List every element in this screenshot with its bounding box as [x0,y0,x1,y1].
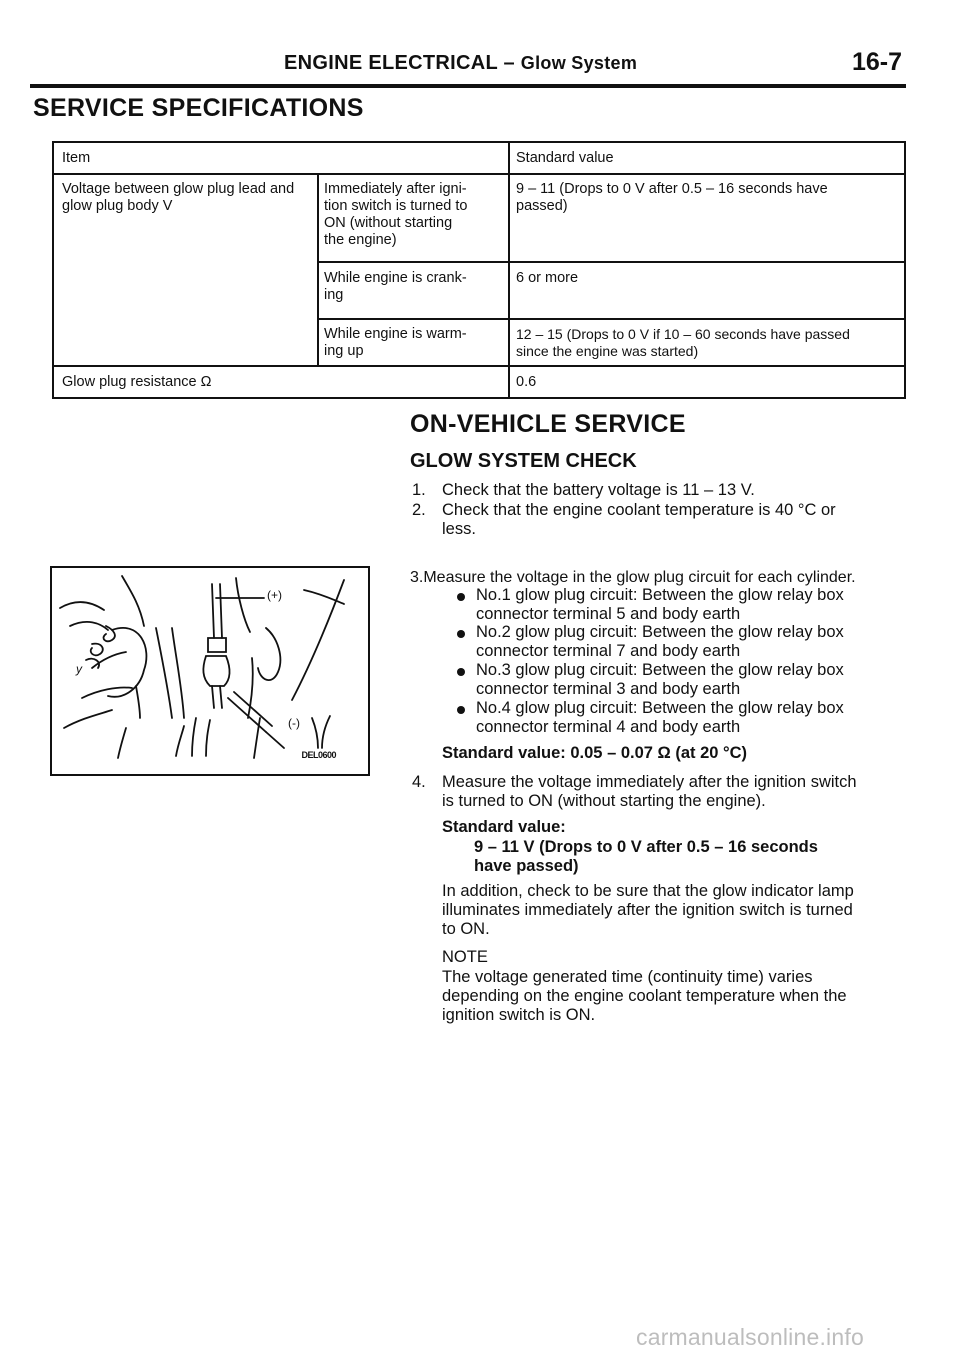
spec-table [52,141,906,399]
row-divider [317,318,904,320]
col-header-item: Item [62,150,91,166]
voltage-item: Voltage between glow plug lead and glow plug body V [62,181,295,214]
step-1-number: 1. [412,481,426,499]
note-text: The voltage generated time (continuity time) varies depending on the engine coolant temperature when the ignition switch is ON. [442,968,847,1024]
service-specifications-heading: SERVICE SPECIFICATIONS [33,94,364,122]
negative-terminal-label: (-) [288,716,300,730]
on-vehicle-service-heading: ON-VEHICLE SERVICE [410,410,686,438]
condition-after-ignition: Immediately after igni- tion switch is turned to ON (without starting the engine) [324,181,468,248]
value-after-ignition: 9 – 11 (Drops to 0 V after 0.5 – 16 seconds have passed) [516,181,828,214]
watermark: carmanualsonline.info [636,1324,864,1350]
engine-illustration [52,568,368,774]
page-header [30,48,906,88]
bullet [457,706,465,714]
step-4-number: 4. [412,773,426,791]
circuit-no4: No.4 glow plug circuit: Between the glow relay box connector terminal 4 and body earth [476,699,844,736]
resistance-value: 0.6 [516,374,537,390]
col-divider [508,143,510,397]
step-3-text: 3.Measure the voltage in the glow plug circuit for each cylinder. [410,569,856,586]
step-3-standard-value: Standard value: 0.05 – 0.07 Ω (at 20 °C) [442,744,748,762]
row-divider [317,261,904,263]
value-cranking: 6 or more [516,270,579,286]
condition-warming: While engine is warm- ing up [324,326,467,359]
header-title-sub: Glow System [520,53,638,73]
bullet [457,630,465,638]
circuit-no3: No.3 glow plug circuit: Between the glow relay box connector terminal 3 and body earth [476,661,844,698]
resistance-item: Glow plug resistance Ω [62,374,212,390]
step-1-text: Check that the battery voltage is 11 – 13 V. [442,481,755,499]
step-2-number: 2. [412,501,426,519]
step-4-standard-value: 9 – 11 V (Drops to 0 V after 0.5 – 16 seconds have passed) [474,838,818,875]
positive-terminal-label: (+) [267,588,282,602]
row-divider [54,173,904,175]
row-divider [54,365,904,367]
step-4-standard-label: Standard value: [442,818,566,836]
header-title [284,52,637,75]
note-label: NOTE [442,948,488,966]
col-divider [317,173,319,365]
addition-paragraph: In addition, check to be sure that the glow indicator lamp illuminates immediately after the ignition switch is turned to ON. [442,882,854,938]
step-4-text: Measure the voltage immediately after the ignition switch is turned to ON (without starting the engine). [442,773,857,810]
figure-code: DEL0600 [301,750,336,760]
figure-mark: y [76,662,82,676]
bullet [457,668,465,676]
glow-system-check-heading: GLOW SYSTEM CHECK [410,450,637,472]
condition-cranking: While engine is crank- ing [324,270,467,303]
value-warming: 12 – 15 (Drops to 0 V if 10 – 60 seconds have passed since the engine was started) [516,326,850,359]
circuit-no1: No.1 glow plug circuit: Between the glow relay box connector terminal 5 and body earth [476,586,844,623]
glow-plug-measurement-figure [50,566,370,776]
header-title-dash: – [503,52,515,74]
step-2-text: Check that the engine coolant temperature is 40 °C or less. [442,501,836,538]
col-header-standard: Standard value [516,150,614,166]
bullet [457,593,465,601]
header-title-main: ENGINE ELECTRICAL [284,52,498,74]
page-number: 16-7 [851,48,902,76]
circuit-no2: No.2 glow plug circuit: Between the glow relay box connector terminal 7 and body earth [476,623,844,660]
